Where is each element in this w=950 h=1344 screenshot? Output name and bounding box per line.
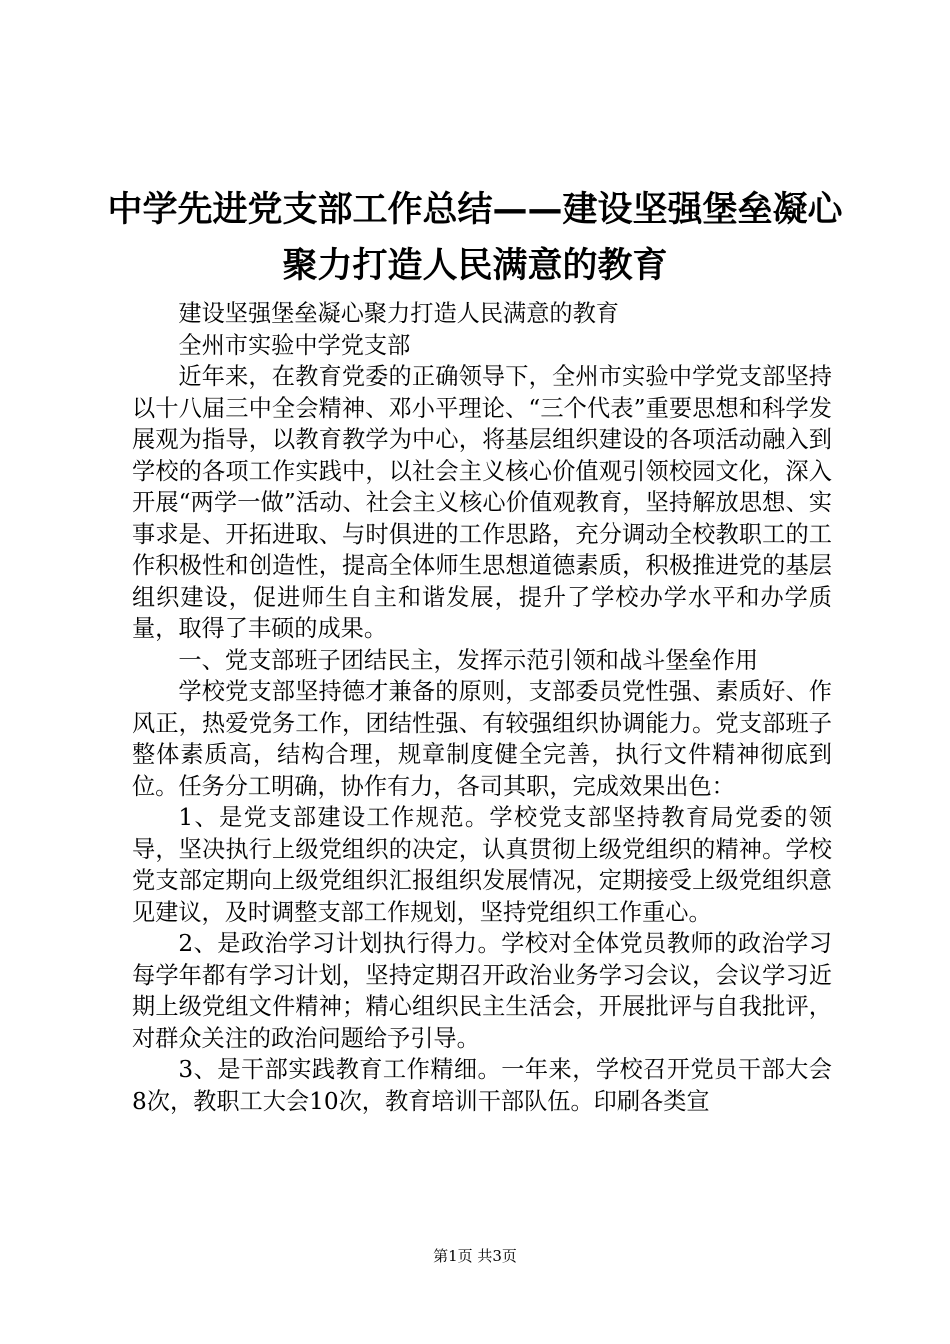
- document-body: [132, 298, 832, 1117]
- paragraph: 2、是政治学习计划执行得力。学校对全体党员教师的政治学习每学年都有学习计划，坚持定期召开政治业务学习会议，会议学习近期上级党组文件精神；精心组织民主生活会，开展批评与自我批评，对群众关注的政治问题给予引导。: [132, 930, 832, 1052]
- page-footer: 第1页 共3页: [433, 1247, 517, 1265]
- paragraph: 近年来，在教育党委的正确领导下，全州市实验中学党支部坚持以十八届三中全会精神、邓小平理论、“三个代表”重要思想和科学发展观为指导，以教育教学为中心，将基层组织建设的各项活动融入到学校的各项工作实践中，以社会主义核心价值观引领校园文化，深入开展“两学一做”活动、社会主义核心价值观教育，坚持解放思想、实事求是、开拓进取、与时俱进的工作思路，充分调动全校教职工的工作积极性和创造性，提高全体师生思想道德素质，积极推进党的基层组织建设，促进师生自主和谐发展，提升了学校办学水平和办学质量，取得了丰硕的成果。: [132, 363, 832, 642]
- document-title: 中学先进党支部工作总结——建设坚强堡垒凝心聚力打造人民满意的教育: [107, 190, 843, 286]
- subtitle-line: 建设坚强堡垒凝心聚力打造人民满意的教育: [178, 300, 619, 327]
- paragraph: 学校党支部坚持德才兼备的原则，支部委员党性强、素质好、作风正，热爱党务工作，团结性强、有较强组织协调能力。党支部班子整体素质高，结构合理，规章制度健全完善，执行文件精神彻底到位。任务分工明确，协作有力，各司其职，完成效果出色：: [132, 678, 832, 800]
- section-heading: 一、党支部班子团结民主，发挥示范引领和战斗堡垒作用: [178, 646, 759, 674]
- paragraph: 3、是干部实践教育工作精细。一年来，学校召开党员干部大会8次，教职工大会10次，教育培训干部队伍。印刷各类宣: [132, 1056, 832, 1115]
- author-line: 全州市实验中学党支部: [178, 331, 411, 359]
- paragraph: 1、是党支部建设工作规范。学校党支部坚持教育局党委的领导，坚决执行上级党组织的决定，认真贯彻上级党组织的精神。学校党支部定期向上级党组织汇报组织发展情况，定期接受上级党组织意见建议，及时调整支部工作规划，坚持党组织工作重心。: [132, 804, 832, 926]
